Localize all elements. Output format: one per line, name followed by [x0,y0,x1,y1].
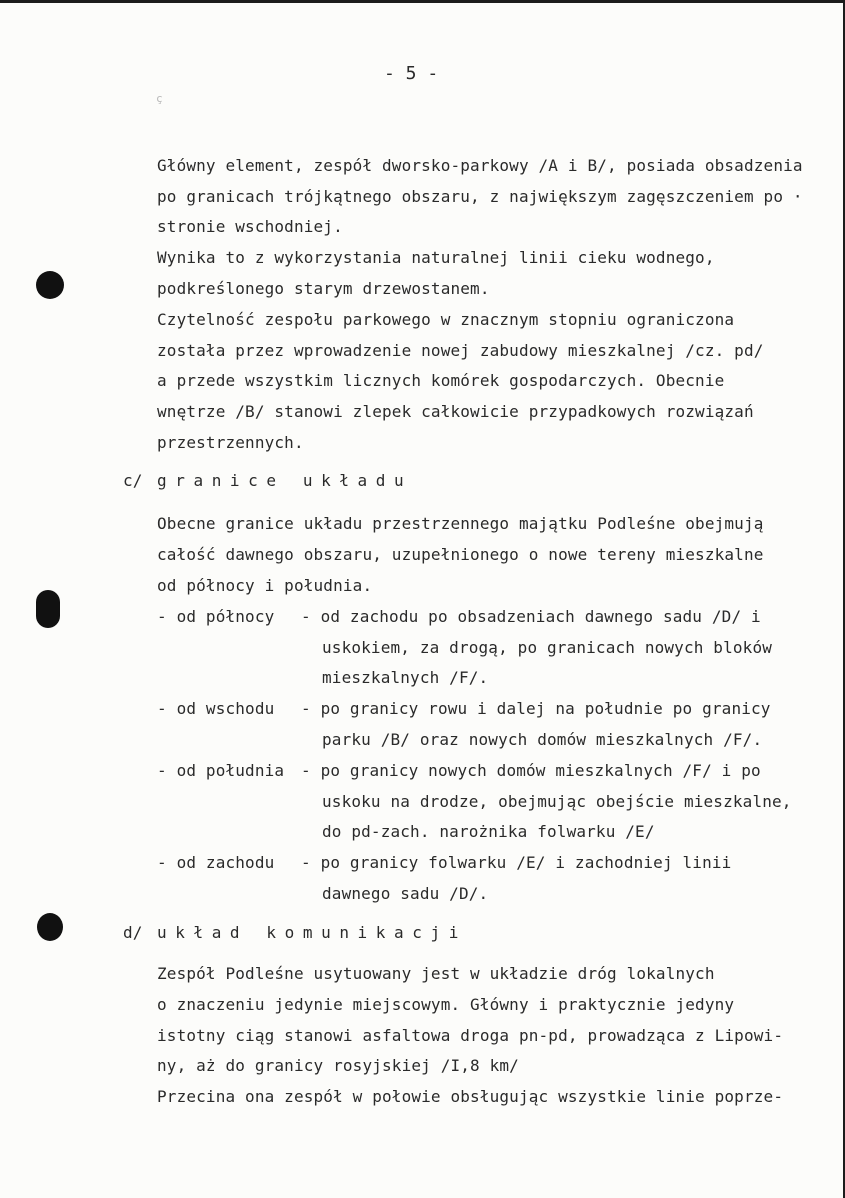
text-line: wnętrze /B/ stanowi zlepek całkowicie przypadkowych rozwiązań [157,402,754,421]
boundary-text: dawnego sadu /D/. [322,884,489,903]
text-line: po granicach trójkątnego obszaru, z największym zagęszczeniem po · [157,187,803,206]
text-line: istotny ciąg stanowi asfaltowa droga pn-pd, prowadząca z Lipowi- [157,1026,784,1045]
text-line: całość dawnego obszaru, uzupełnionego o nowe tereny mieszkalne [157,545,764,564]
boundary-text: parku /B/ oraz nowych domów mieszkalnych /F/. [322,730,763,749]
page-number: - 5 - [384,63,439,84]
text-line: Przecina ona zespół w połowie obsługując wszystkie linie poprze- [157,1087,784,1106]
scan-top-edge [0,0,845,3]
section-heading: układ komunikacji [157,923,467,942]
text-line: ny, aż do granicy rosyjskiej /I,8 km/ [157,1056,519,1075]
punch-hole [36,590,60,628]
punch-hole [37,913,63,941]
text-line: Obecne granice układu przestrzennego majątku Podleśne obejmują [157,514,764,533]
text-line: Zespół Podleśne usytuowany jest w układzie dróg lokalnych [157,964,715,983]
section-heading: granice układu [157,471,413,490]
boundary-text: mieszkalnych /F/. [322,668,489,687]
punch-hole [36,271,64,299]
boundary-text: uskokiem, za drogą, po granicach nowych bloków [322,638,773,657]
boundary-label: - od wschodu [157,699,275,718]
boundary-text: - po granicy nowych domów mieszkalnych /F/ i po [301,761,761,780]
boundary-label: - od północy [157,607,275,626]
boundary-text: - po granicy folwarku /E/ i zachodniej linii [301,853,732,872]
text-line: a przede wszystkim licznych komórek gospodarczych. Obecnie [157,371,725,390]
boundary-label: - od zachodu [157,853,275,872]
boundary-text: - po granicy rowu i dalej na południe po granicy [301,699,771,718]
text-line: przestrzennych. [157,433,304,452]
text-line: stronie wschodniej. [157,217,343,236]
text-line: podkreślonego starym drzewostanem. [157,279,490,298]
faint-mark: ç [156,92,163,105]
boundary-text: uskoku na drodze, obejmując obejście mieszkalne, [322,792,792,811]
boundary-text: do pd-zach. narożnika folwarku /E/ [322,822,655,841]
boundary-label: - od południa [157,761,285,780]
boundary-text: - od zachodu po obsadzeniach dawnego sadu /D/ i [301,607,761,626]
text-line: Wynika to z wykorzystania naturalnej linii cieku wodnego, [157,248,715,267]
section-marker: c/ [123,471,143,490]
text-line: Czytelność zespołu parkowego w znacznym stopniu ograniczona [157,310,735,329]
section-marker: d/ [123,923,143,942]
text-line: została przez wprowadzenie nowej zabudowy mieszkalnej /cz. pd/ [157,341,764,360]
text-line: Główny element, zespół dworsko-parkowy /A i B/, posiada obsadzenia [157,156,803,175]
text-line: od północy i południa. [157,576,373,595]
text-line: o znaczeniu jedynie miejscowym. Główny i praktycznie jedyny [157,995,735,1014]
